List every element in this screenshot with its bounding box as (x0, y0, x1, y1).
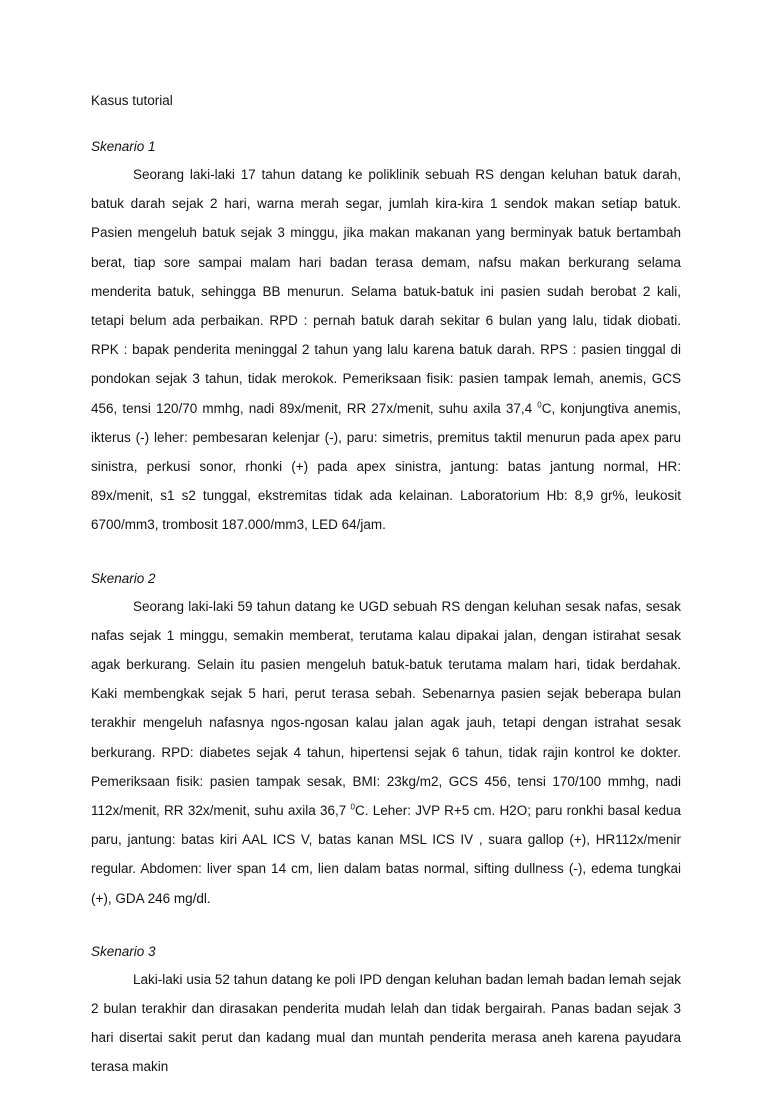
scenario-3-text-part-1: Laki-laki usia 52 tahun datang ke poli IPD dengan keluhan badan lemah badan lemah sejak 2 bulan terakhir dan dirasakan penderita mudah lelah dan tidak bergairah. Panas badan sejak 3 hari disertai sakit perut dan kadang mual dan muntah penderita merasa aneh karena payudara terasa makin (91, 971, 681, 1075)
scenario-2-text-part-2: C. Leher: JVP R+5 cm. H2O; paru ronkhi basal kedua paru, jantung: batas kiri AAL ICS V, batas kanan MSL ICS IV , suara gallop (+), HR112x/menir regular. Abdomen: liver span 14 cm, lien dalam batas normal, sifting dullness (-), edema tungkai (+), GDA 246 mg/dl. (91, 803, 681, 906)
degree-superscript: 0 (350, 802, 355, 812)
scenario-2-text-part-1: Seorang laki-laki 59 tahun datang ke UGD sebuah RS dengan keluhan sesak nafas, sesak nafas sejak 1 minggu, semakin memberat, terutama kalau dipakai jalan, dengan istirahat sesak agak berkurang. Selain itu pasien mengeluh batuk-batuk terutama malam hari, tidak berdahak. Kaki membengkak sejak 5 hari, perut terasa sebah. Sebenarnya pasien sejak beberapa bulan terakhir mengeluh nafasnya ngos-ngosan kalau jalan agak jauh, tetapi dengan istrahat sesak berkurang. RPD: diabetes sejak 4 tahun, hipertensi sejak 6 tahun, tidak rajin kontrol ke dokter. Pemeriksaan fisik: pasien tampak sesak, BMI: 23kg/m2, GCS 456, tensi 170/100 mmhg, nadi 112x/menit, RR 32x/menit, suhu axila 36,7 (91, 598, 681, 819)
scenario-1-text-part-1: Seorang laki-laki 17 tahun datang ke poliklinik sebuah RS dengan keluhan batuk darah, batuk darah sejak 2 hari, warna merah segar, jumlah kira-kira 1 sendok makan setiap batuk. Pasien mengeluh batuk sejak 3 minggu, jika makan makanan yang berminyak batuk bertambah berat, tiap sore sampai malam hari badan terasa demam, nafsu makan berkurang selama menderita batuk, sehingga BB menurun. Selama batuk-batuk ini pasien sudah berobat 2 kali, tetapi belum ada perbaikan. RPD : pernah batuk darah sekitar 6 bulan yang lalu, tidak diobati. RPK : bapak penderita meninggal 2 tahun yang lalu karena batuk darah. RPS : pasien tinggal di pondokan sejak 3 tahun, tidak merokok. Pemeriksaan fisik: pasien tampak lemah, anemis, GCS 456, tensi 120/70 mmhg, nadi 89x/menit, RR 27x/menit, suhu axila 37,4 (91, 167, 681, 416)
scenario-3-heading: Skenario 3 (91, 943, 156, 959)
degree-superscript: 0 (537, 400, 542, 410)
scenario-2-heading: Skenario 2 (91, 570, 156, 586)
document-title: Kasus tutorial (91, 93, 173, 108)
scenario-2-body (91, 592, 681, 913)
scenario-1-text-part-2: C, konjungtiva anemis, ikterus (-) leher: pembesaran kelenjar (-), paru: simetris, premitus taktil menurun pada apex paru sinistra, perkusi sonor, rhonki (+) pada apex sinistra, jantung: batas jantung normal, HR: 89x/menit, s1 s2 tunggal, ekstremitas tidak ada kelainan. Laboratorium Hb: 8,9 gr%, leukosit 6700/mm3, trombosit 187.000/mm3, LED 64/jam. (91, 400, 681, 533)
scenario-1-section (91, 134, 681, 540)
scenario-1-heading: Skenario 1 (91, 139, 156, 154)
document-content (91, 88, 681, 1108)
scenario-2-section (91, 566, 681, 913)
scenario-3-body (91, 965, 681, 1082)
scenario-3-section (91, 939, 681, 1082)
scenario-1-body (91, 160, 681, 540)
